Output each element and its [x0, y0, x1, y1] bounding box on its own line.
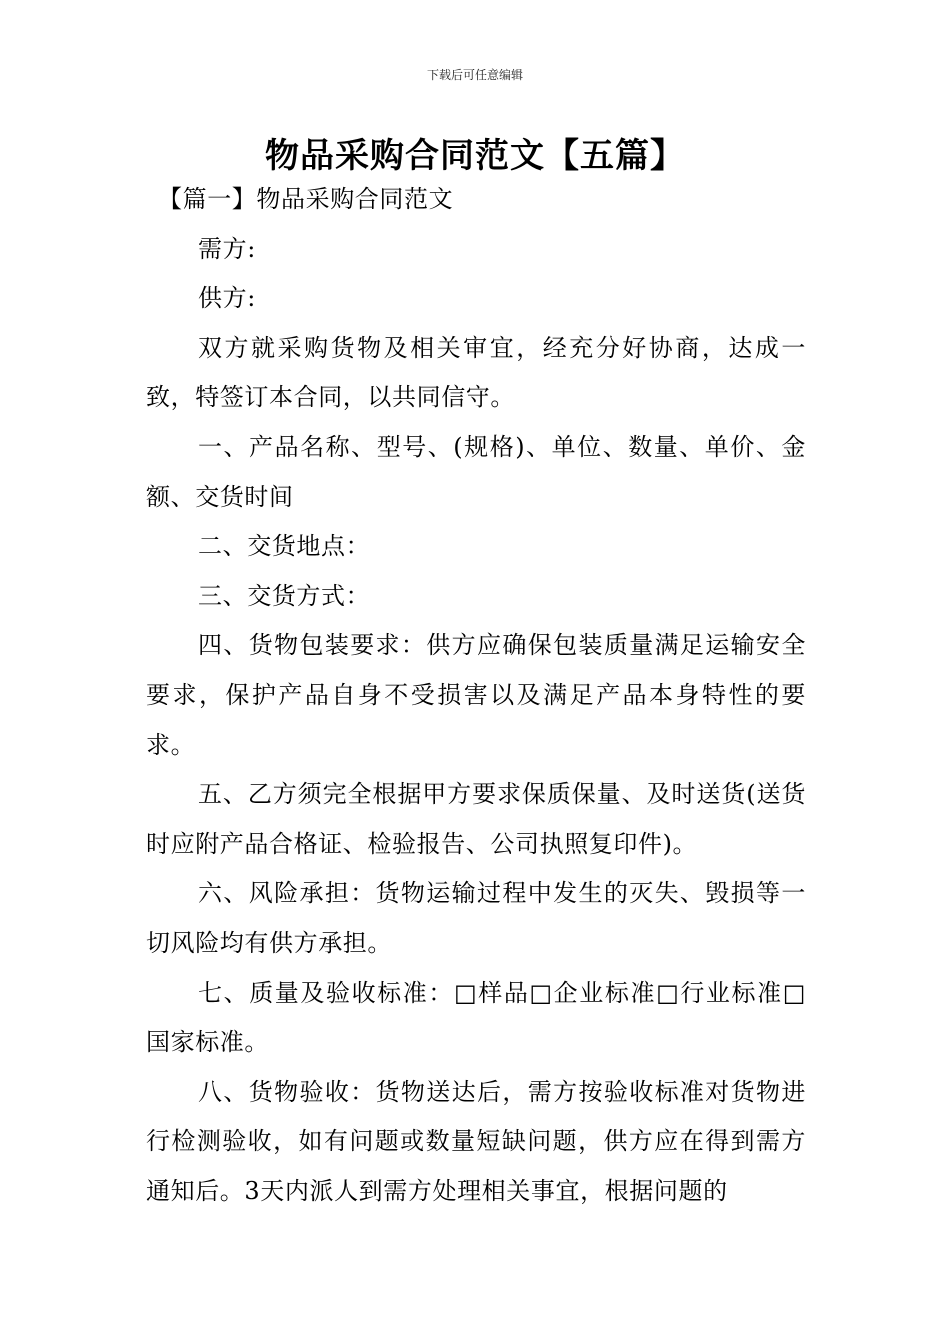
paragraph-clause-6: 六、风险承担：货物运输过程中发生的灭失、毁损等一切风险均有供方承担。: [146, 879, 806, 957]
paragraph-buyer: 需方:: [198, 234, 256, 263]
document-body: [146, 175, 806, 1216]
paragraph-clause-4: 四、货物包装要求：供方应确保包装质量满足运输安全要求，保护产品自身不受损害以及满足产品本身特性的要求。: [146, 631, 806, 759]
section-title: 【篇一】物品采购合同范文: [158, 185, 454, 213]
paragraph-intro: 双方就采购货物及相关审宜，经充分好协商，达成一致，特签订本合同，以共同信守。: [146, 333, 806, 412]
paragraph-clause-7: 七、质量及验收标准：□样品□企业标准□行业标准□国家标准。: [146, 978, 806, 1057]
page-header: 下载后可任意编辑: [426, 68, 523, 82]
document-title: 物品采购合同范文【五篇】: [265, 136, 685, 176]
paragraph-clause-2: 二、交货地点：: [198, 532, 371, 561]
paragraph-clause-5: 五、乙方须完全根据甲方要求保质保量、及时送货(送货时应附产品合格证、检验报告、公司执照复印件)。: [146, 780, 806, 858]
paragraph-supplier: 供方:: [198, 284, 256, 313]
paragraph-clause-3: 三、交货方式：: [198, 581, 371, 610]
paragraph-clause-1: 一、产品名称、型号、(规格)、单位、数量、单价、金额、交货时间: [146, 432, 806, 511]
paragraph-clause-8: 八、货物验收：货物送达后，需方按验收标准对货物进行检测验收，如有问题或数量短缺问题，供方应在得到需方通知后。3天内派人到需方处理相关事宜，根据问题的: [146, 1077, 806, 1205]
